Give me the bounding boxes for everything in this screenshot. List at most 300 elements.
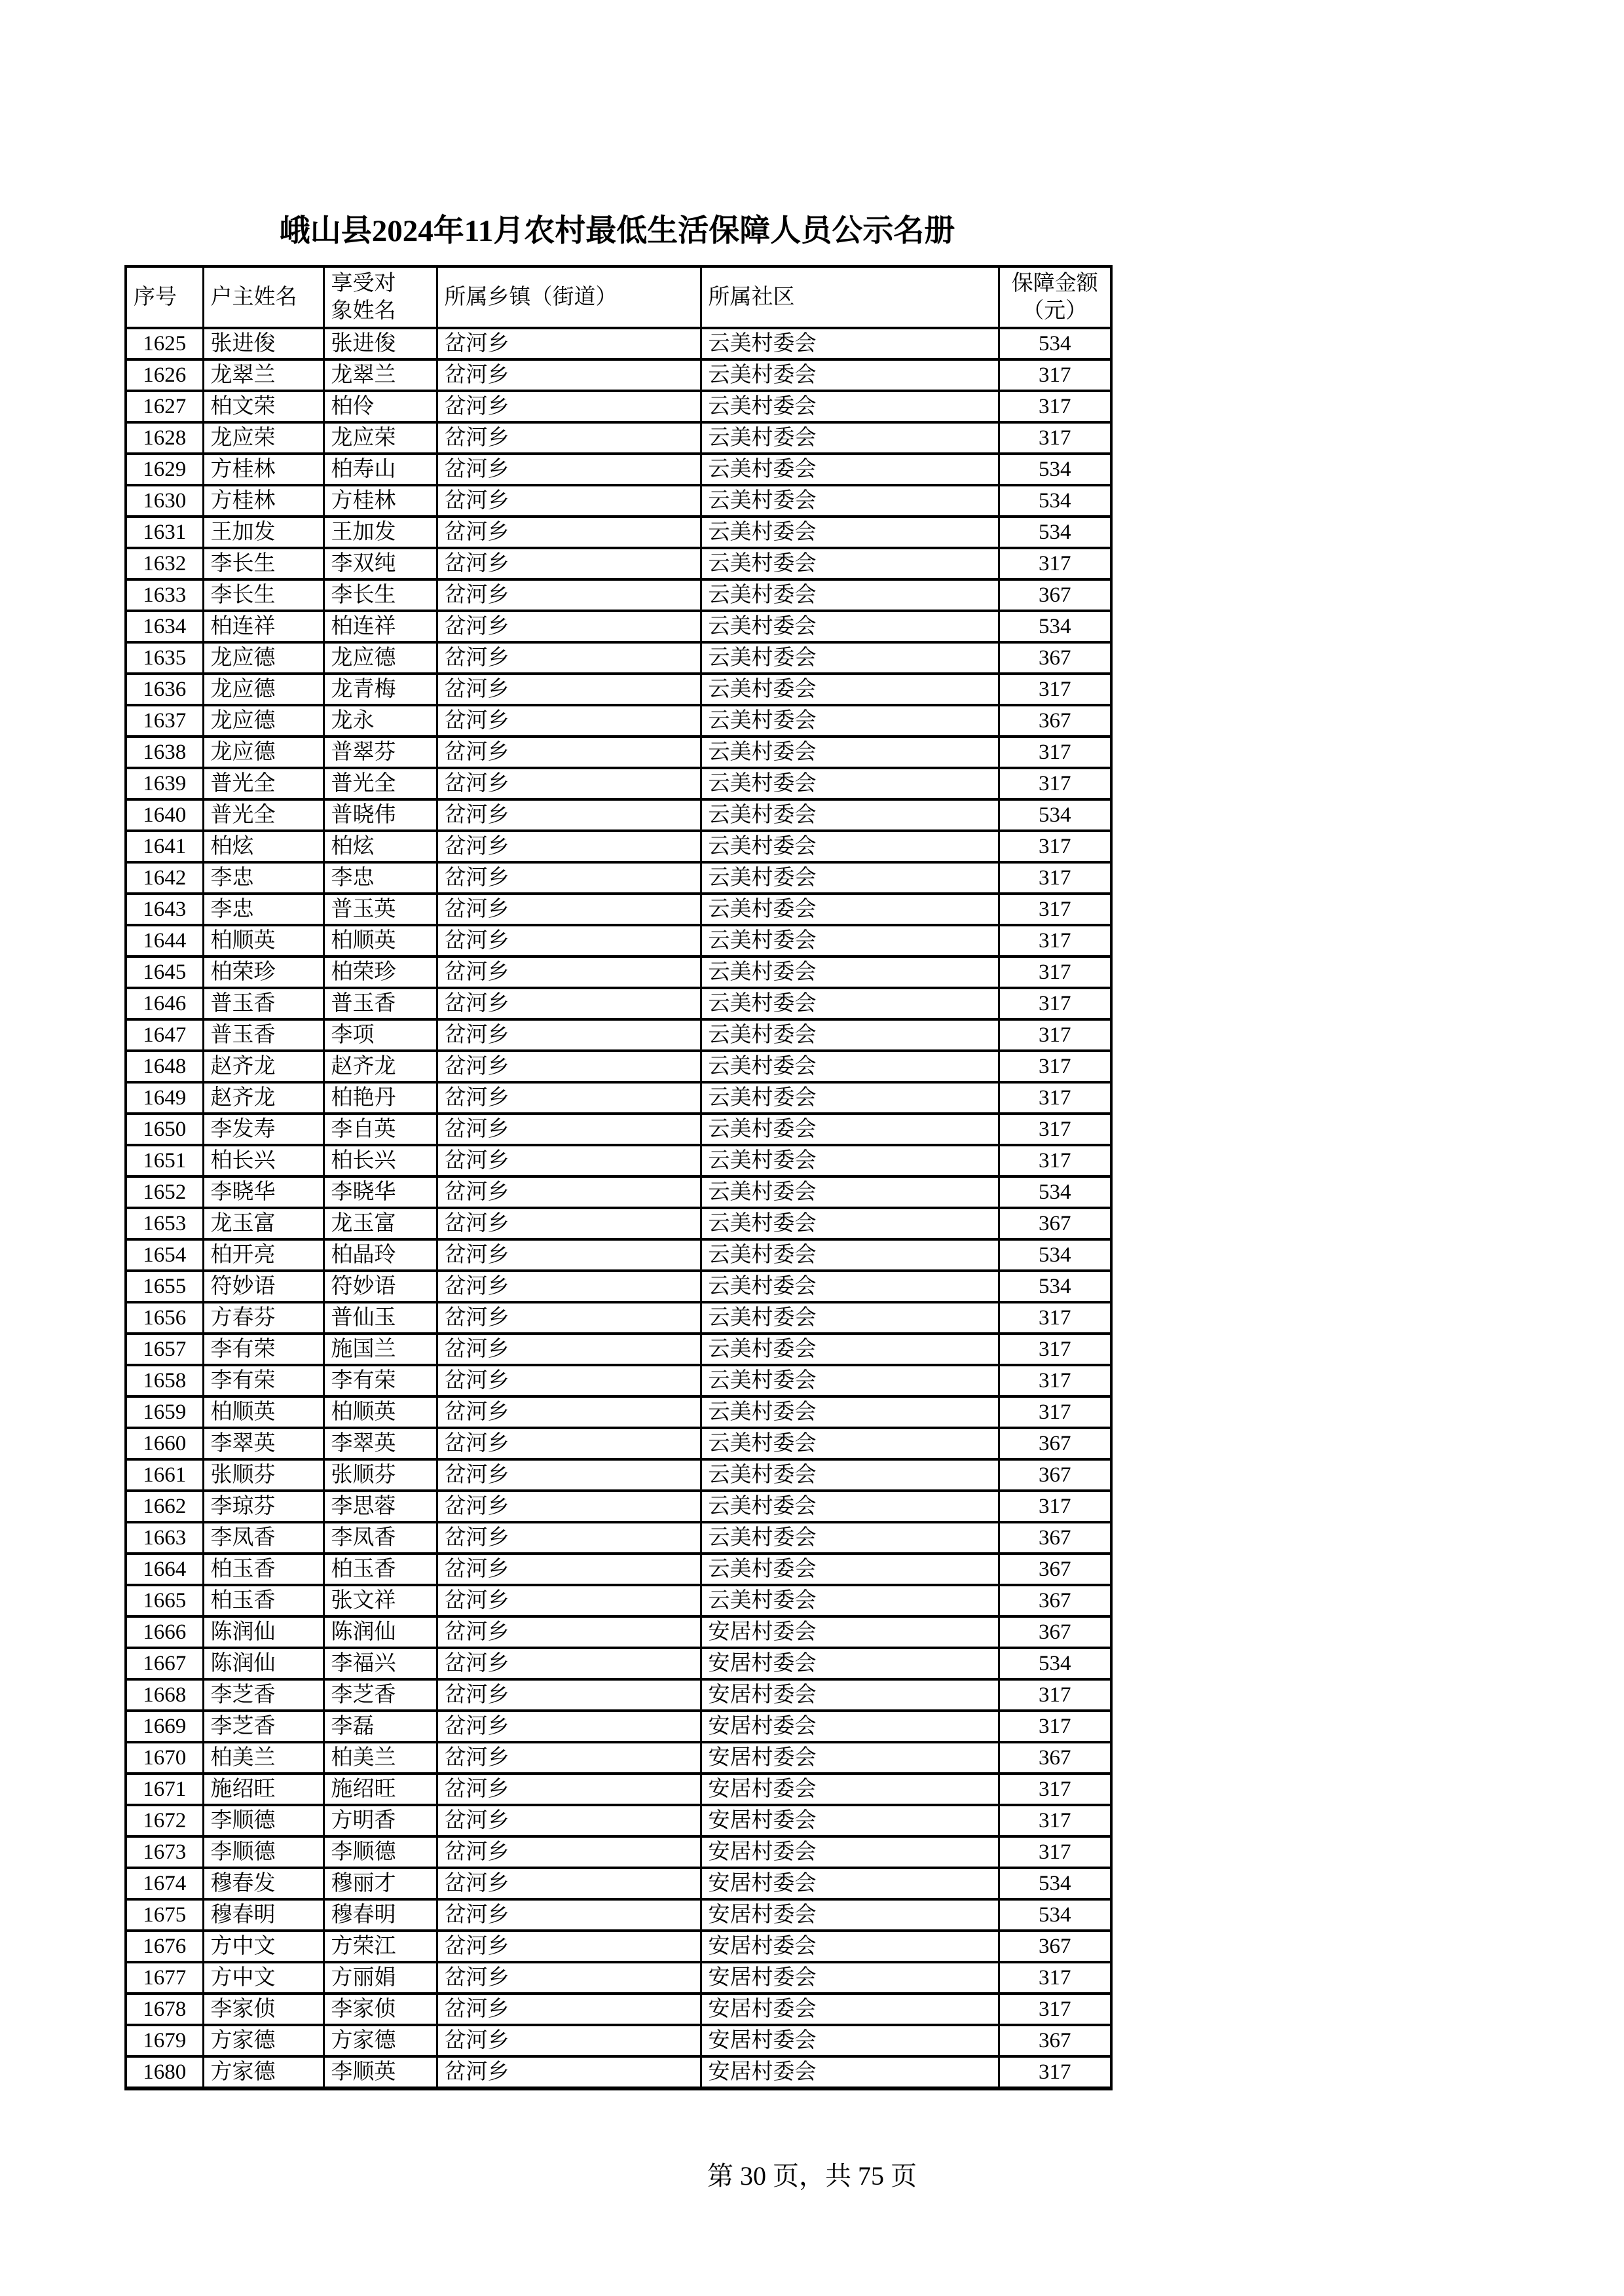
beneficiary-cell: 柏炫 [323,831,437,862]
township-cell: 岔河乡 [437,831,701,862]
amount-cell: 317 [999,359,1111,391]
community-cell: 云美村委会 [701,894,999,925]
community-cell: 安居村委会 [701,1742,999,1774]
table-row [126,1616,1111,1648]
serial-cell: 1665 [126,1585,203,1616]
householder-cell: 穆春明 [203,1899,323,1931]
amount-cell: 317 [999,988,1111,1019]
township-cell: 岔河乡 [437,328,701,359]
serial-cell: 1630 [126,485,203,517]
serial-cell: 1667 [126,1648,203,1679]
beneficiary-cell: 柏寿山 [323,454,437,485]
township-cell: 岔河乡 [437,2025,701,2056]
beneficiary-cell: 龙应德 [323,642,437,674]
householder-cell: 李芝香 [203,1711,323,1742]
amount-cell: 317 [999,1805,1111,1836]
amount-cell: 317 [999,1836,1111,1868]
table-row [126,988,1111,1019]
community-cell: 云美村委会 [701,1491,999,1522]
table-row [126,359,1111,391]
community-cell: 安居村委会 [701,1616,999,1648]
community-cell: 云美村委会 [701,737,999,768]
township-cell: 岔河乡 [437,674,701,705]
table-row [126,1428,1111,1459]
col-header-community: 所属社区 [701,266,999,328]
amount-cell: 317 [999,862,1111,894]
table-row [126,2056,1111,2088]
beneficiary-cell: 李有荣 [323,1365,437,1396]
township-cell: 岔河乡 [437,1428,701,1459]
table-row [126,2025,1111,2056]
serial-cell: 1628 [126,422,203,454]
amount-cell: 367 [999,1931,1111,1962]
table-row [126,768,1111,799]
township-cell: 岔河乡 [437,1491,701,1522]
householder-cell: 方桂林 [203,454,323,485]
householder-cell: 张进俊 [203,328,323,359]
beneficiary-cell: 龙青梅 [323,674,437,705]
householder-cell: 方家德 [203,2056,323,2088]
township-cell: 岔河乡 [437,957,701,988]
community-cell: 安居村委会 [701,2025,999,2056]
township-cell: 岔河乡 [437,1019,701,1051]
table-row [126,1082,1111,1114]
householder-cell: 李有荣 [203,1334,323,1365]
householder-cell: 龙应德 [203,642,323,674]
householder-cell: 柏玉香 [203,1554,323,1585]
table-header [126,266,1111,328]
beneficiary-cell: 普翠芬 [323,737,437,768]
township-cell: 岔河乡 [437,1459,701,1491]
community-cell: 云美村委会 [701,1051,999,1082]
beneficiary-cell: 柏晶玲 [323,1239,437,1271]
householder-cell: 陈润仙 [203,1616,323,1648]
table-row [126,1176,1111,1208]
householder-cell: 柏文荣 [203,391,323,422]
beneficiary-cell: 施国兰 [323,1334,437,1365]
amount-cell: 534 [999,454,1111,485]
serial-cell: 1673 [126,1836,203,1868]
beneficiary-cell: 李顺德 [323,1836,437,1868]
serial-cell: 1650 [126,1114,203,1145]
beneficiary-cell: 李凤香 [323,1522,437,1554]
community-cell: 云美村委会 [701,925,999,957]
amount-cell: 534 [999,517,1111,548]
serial-cell: 1629 [126,454,203,485]
township-cell: 岔河乡 [437,1836,701,1868]
table-row [126,1931,1111,1962]
householder-cell: 龙应荣 [203,422,323,454]
table-row [126,1585,1111,1616]
township-cell: 岔河乡 [437,1648,701,1679]
householder-cell: 方中文 [203,1931,323,1962]
community-cell: 云美村委会 [701,1019,999,1051]
township-cell: 岔河乡 [437,862,701,894]
householder-cell: 柏顺英 [203,1396,323,1428]
col-header-serial: 序号 [126,266,203,328]
householder-cell: 龙翠兰 [203,359,323,391]
householder-cell: 李翠英 [203,1428,323,1459]
township-cell: 岔河乡 [437,1396,701,1428]
community-cell: 云美村委会 [701,1208,999,1239]
beneficiary-cell: 李长生 [323,579,437,611]
amount-cell: 367 [999,2025,1111,2056]
table-row [126,1208,1111,1239]
township-cell: 岔河乡 [437,1899,701,1931]
householder-cell: 柏美兰 [203,1742,323,1774]
householder-cell: 龙应德 [203,705,323,737]
township-cell: 岔河乡 [437,1931,701,1962]
col-header-householder-name: 户主姓名 [203,266,323,328]
beneficiary-cell: 张进俊 [323,328,437,359]
township-cell: 岔河乡 [437,422,701,454]
table-row [126,1271,1111,1302]
community-cell: 云美村委会 [701,642,999,674]
beneficiary-cell: 普仙玉 [323,1302,437,1334]
beneficiary-cell: 方荣江 [323,1931,437,1962]
table-row [126,862,1111,894]
community-cell: 安居村委会 [701,1931,999,1962]
householder-cell: 陈润仙 [203,1648,323,1679]
amount-cell: 317 [999,1962,1111,1994]
table-row [126,1396,1111,1428]
township-cell: 岔河乡 [437,485,701,517]
serial-cell: 1645 [126,957,203,988]
beneficiary-cell: 普光全 [323,768,437,799]
serial-cell: 1664 [126,1554,203,1585]
amount-cell: 367 [999,1616,1111,1648]
amount-cell: 367 [999,1554,1111,1585]
township-cell: 岔河乡 [437,1208,701,1239]
community-cell: 安居村委会 [701,1899,999,1931]
township-cell: 岔河乡 [437,1994,701,2025]
col-header-beneficiary-name: 享受对 象姓名 [323,266,437,328]
amount-cell: 317 [999,1145,1111,1176]
table-row [126,1868,1111,1899]
community-cell: 云美村委会 [701,1554,999,1585]
community-cell: 安居村委会 [701,1805,999,1836]
beneficiary-cell: 张文祥 [323,1585,437,1616]
amount-cell: 534 [999,611,1111,642]
amount-cell: 317 [999,1334,1111,1365]
township-cell: 岔河乡 [437,1962,701,1994]
amount-cell: 317 [999,737,1111,768]
beneficiary-cell: 龙应荣 [323,422,437,454]
community-cell: 云美村委会 [701,768,999,799]
township-cell: 岔河乡 [437,1585,701,1616]
community-cell: 云美村委会 [701,674,999,705]
householder-cell: 方中文 [203,1962,323,1994]
roster-table [124,265,1113,2090]
serial-cell: 1635 [126,642,203,674]
community-cell: 云美村委会 [701,422,999,454]
amount-cell: 317 [999,1019,1111,1051]
serial-cell: 1661 [126,1459,203,1491]
householder-cell: 李忠 [203,894,323,925]
serial-cell: 1668 [126,1679,203,1711]
beneficiary-cell: 龙永 [323,705,437,737]
table-row [126,517,1111,548]
beneficiary-cell: 普玉香 [323,988,437,1019]
householder-cell: 符妙语 [203,1271,323,1302]
township-cell: 岔河乡 [437,705,701,737]
township-cell: 岔河乡 [437,454,701,485]
amount-cell: 367 [999,1208,1111,1239]
serial-cell: 1666 [126,1616,203,1648]
community-cell: 云美村委会 [701,1522,999,1554]
beneficiary-cell: 赵齐龙 [323,1051,437,1082]
serial-cell: 1678 [126,1994,203,2025]
householder-cell: 柏顺英 [203,925,323,957]
householder-cell: 李长生 [203,579,323,611]
amount-cell: 367 [999,1428,1111,1459]
township-cell: 岔河乡 [437,1742,701,1774]
serial-cell: 1644 [126,925,203,957]
table-row [126,1145,1111,1176]
amount-cell: 534 [999,1868,1111,1899]
serial-cell: 1674 [126,1868,203,1899]
community-cell: 安居村委会 [701,1994,999,2025]
serial-cell: 1643 [126,894,203,925]
amount-cell: 317 [999,422,1111,454]
community-cell: 云美村委会 [701,1365,999,1396]
table-row [126,1742,1111,1774]
page-number: 第 30 页，共 75 页 [707,2161,917,2191]
beneficiary-cell: 方丽娟 [323,1962,437,1994]
serial-cell: 1663 [126,1522,203,1554]
householder-cell: 张顺芬 [203,1459,323,1491]
householder-cell: 李凤香 [203,1522,323,1554]
beneficiary-cell: 柏连祥 [323,611,437,642]
serial-cell: 1651 [126,1145,203,1176]
township-cell: 岔河乡 [437,1868,701,1899]
table-row [126,1522,1111,1554]
amount-cell: 534 [999,1176,1111,1208]
serial-cell: 1627 [126,391,203,422]
amount-cell: 367 [999,1742,1111,1774]
table-row [126,328,1111,359]
table-row [126,737,1111,768]
township-cell: 岔河乡 [437,391,701,422]
table-body [126,328,1111,2088]
householder-cell: 李芝香 [203,1679,323,1711]
householder-cell: 赵齐龙 [203,1082,323,1114]
serial-cell: 1679 [126,2025,203,2056]
township-cell: 岔河乡 [437,1711,701,1742]
beneficiary-cell: 张顺芬 [323,1459,437,1491]
serial-cell: 1672 [126,1805,203,1836]
householder-cell: 方家德 [203,2025,323,2056]
beneficiary-cell: 李芝香 [323,1679,437,1711]
beneficiary-cell: 柏玉香 [323,1554,437,1585]
beneficiary-cell: 柏美兰 [323,1742,437,1774]
township-cell: 岔河乡 [437,1176,701,1208]
amount-cell: 317 [999,831,1111,862]
householder-cell: 赵齐龙 [203,1051,323,1082]
amount-cell: 317 [999,1114,1111,1145]
beneficiary-cell: 李晓华 [323,1176,437,1208]
community-cell: 云美村委会 [701,611,999,642]
township-cell: 岔河乡 [437,1616,701,1648]
householder-cell: 柏连祥 [203,611,323,642]
beneficiary-cell: 李磊 [323,1711,437,1742]
community-cell: 云美村委会 [701,799,999,831]
householder-cell: 施绍旺 [203,1774,323,1805]
amount-cell: 367 [999,642,1111,674]
township-cell: 岔河乡 [437,1239,701,1271]
community-cell: 云美村委会 [701,359,999,391]
serial-cell: 1662 [126,1491,203,1522]
beneficiary-cell: 穆春明 [323,1899,437,1931]
serial-cell: 1680 [126,2056,203,2088]
serial-cell: 1653 [126,1208,203,1239]
table-row [126,894,1111,925]
serial-cell: 1632 [126,548,203,579]
serial-cell: 1658 [126,1365,203,1396]
serial-cell: 1638 [126,737,203,768]
township-cell: 岔河乡 [437,799,701,831]
community-cell: 云美村委会 [701,831,999,862]
amount-cell: 534 [999,328,1111,359]
beneficiary-cell: 柏顺英 [323,925,437,957]
householder-cell: 李家侦 [203,1994,323,2025]
serial-cell: 1675 [126,1899,203,1931]
township-cell: 岔河乡 [437,548,701,579]
township-cell: 岔河乡 [437,1334,701,1365]
table-row [126,642,1111,674]
township-cell: 岔河乡 [437,1805,701,1836]
serial-cell: 1657 [126,1334,203,1365]
amount-cell: 317 [999,1365,1111,1396]
householder-cell: 普玉香 [203,988,323,1019]
beneficiary-cell: 柏顺英 [323,1396,437,1428]
community-cell: 云美村委会 [701,1082,999,1114]
serial-cell: 1640 [126,799,203,831]
community-cell: 云美村委会 [701,988,999,1019]
page-title: 峨山县2024年11月农村最低生活保障人员公示名册 [279,214,955,248]
township-cell: 岔河乡 [437,1051,701,1082]
community-cell: 云美村委会 [701,1114,999,1145]
table-row [126,799,1111,831]
table-row [126,579,1111,611]
amount-cell: 534 [999,1648,1111,1679]
beneficiary-cell: 普晓伟 [323,799,437,831]
householder-cell: 李顺德 [203,1836,323,1868]
amount-cell: 317 [999,1774,1111,1805]
table-row [126,1899,1111,1931]
householder-cell: 柏长兴 [203,1145,323,1176]
table-row [126,1491,1111,1522]
amount-cell: 317 [999,1082,1111,1114]
amount-cell: 317 [999,674,1111,705]
amount-cell: 317 [999,1491,1111,1522]
beneficiary-cell: 普玉英 [323,894,437,925]
amount-cell: 317 [999,957,1111,988]
table-row [126,674,1111,705]
community-cell: 安居村委会 [701,1962,999,1994]
community-cell: 云美村委会 [701,485,999,517]
community-cell: 云美村委会 [701,391,999,422]
serial-cell: 1648 [126,1051,203,1082]
beneficiary-cell: 符妙语 [323,1271,437,1302]
community-cell: 安居村委会 [701,1648,999,1679]
township-cell: 岔河乡 [437,1522,701,1554]
amount-cell: 317 [999,1051,1111,1082]
amount-cell: 367 [999,1459,1111,1491]
amount-cell: 534 [999,485,1111,517]
householder-cell: 柏玉香 [203,1585,323,1616]
serial-cell: 1633 [126,579,203,611]
community-cell: 安居村委会 [701,2056,999,2088]
amount-cell: 534 [999,799,1111,831]
community-cell: 云美村委会 [701,1585,999,1616]
table-row [126,1114,1111,1145]
serial-cell: 1677 [126,1962,203,1994]
beneficiary-cell: 方家德 [323,2025,437,2056]
householder-cell: 穆春发 [203,1868,323,1899]
beneficiary-cell: 李家侦 [323,1994,437,2025]
table-row [126,925,1111,957]
amount-cell: 317 [999,2056,1111,2088]
beneficiary-cell: 陈润仙 [323,1616,437,1648]
householder-cell: 李顺德 [203,1805,323,1836]
serial-cell: 1656 [126,1302,203,1334]
serial-cell: 1641 [126,831,203,862]
table-row [126,1019,1111,1051]
community-cell: 安居村委会 [701,1836,999,1868]
table-row [126,1459,1111,1491]
beneficiary-cell: 柏长兴 [323,1145,437,1176]
beneficiary-cell: 柏艳丹 [323,1082,437,1114]
township-cell: 岔河乡 [437,894,701,925]
householder-cell: 李发寿 [203,1114,323,1145]
table-row [126,1805,1111,1836]
beneficiary-cell: 方明香 [323,1805,437,1836]
community-cell: 云美村委会 [701,862,999,894]
householder-cell: 李有荣 [203,1365,323,1396]
householder-cell: 李琼芬 [203,1491,323,1522]
serial-cell: 1676 [126,1931,203,1962]
serial-cell: 1626 [126,359,203,391]
col-header-amount: 保障金额 （元） [999,266,1111,328]
community-cell: 云美村委会 [701,454,999,485]
beneficiary-cell: 王加发 [323,517,437,548]
householder-cell: 方桂林 [203,485,323,517]
beneficiary-cell: 方桂林 [323,485,437,517]
beneficiary-cell: 李自英 [323,1114,437,1145]
table-row [126,548,1111,579]
township-cell: 岔河乡 [437,988,701,1019]
community-cell: 安居村委会 [701,1774,999,1805]
householder-cell: 普玉香 [203,1019,323,1051]
serial-cell: 1637 [126,705,203,737]
township-cell: 岔河乡 [437,768,701,799]
serial-cell: 1634 [126,611,203,642]
householder-cell: 王加发 [203,517,323,548]
amount-cell: 367 [999,705,1111,737]
serial-cell: 1669 [126,1711,203,1742]
township-cell: 岔河乡 [437,1271,701,1302]
amount-cell: 317 [999,1994,1111,2025]
serial-cell: 1671 [126,1774,203,1805]
householder-cell: 李晓华 [203,1176,323,1208]
serial-cell: 1660 [126,1428,203,1459]
table-row [126,1648,1111,1679]
community-cell: 云美村委会 [701,1334,999,1365]
amount-cell: 317 [999,768,1111,799]
amount-cell: 534 [999,1239,1111,1271]
community-cell: 云美村委会 [701,1396,999,1428]
